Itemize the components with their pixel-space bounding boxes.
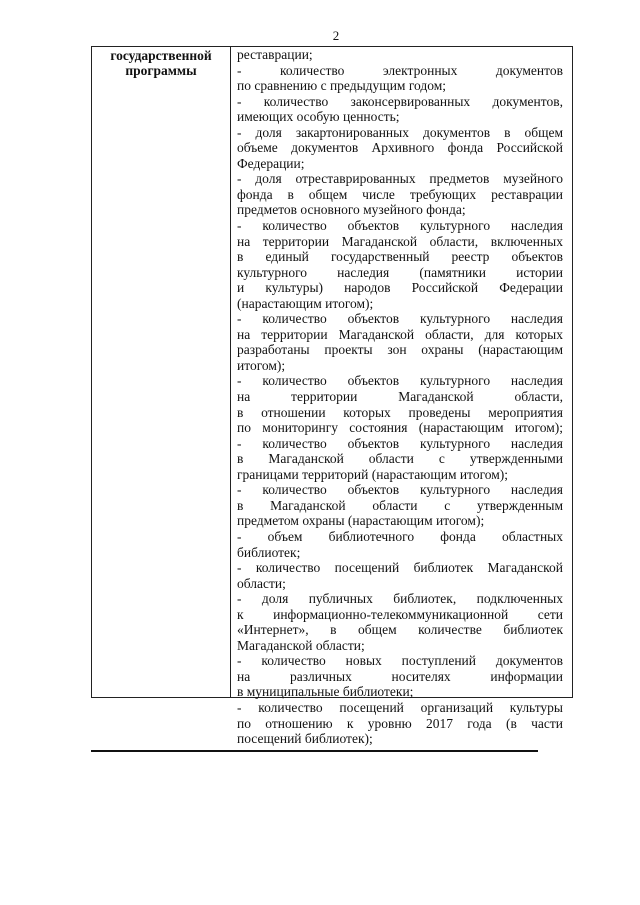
indicator-line: посещений библиотек); [237,731,373,747]
indicator-line: - количество посещений библиотек Магаданской [237,560,563,576]
indicator-line: - количество объектов культурного наследия [237,482,563,498]
indicator-line: по мониторингу состояния (нарастающим итогом); [237,420,563,436]
indicator-line: - количество объектов культурного наследия [237,218,563,234]
indicator-line: на территории Магаданской области, включенных [237,233,563,249]
indicator-line: - количество электронных документов [237,62,563,78]
indicator-line: реставрации; [237,47,313,62]
indicator-line: области; [237,575,286,591]
indicator-line: границами территорий (нарастающим итогом); [237,466,509,482]
indicator-line: (нарастающим итогом); [237,295,374,311]
indicator-line: на территории Магаданской области, для которых [237,326,563,342]
indicator-line: - объем библиотечного фонда областных [237,528,563,544]
indicator-line: - доля закартонированных документов в общем [237,124,563,140]
indicator-line: объеме документов Архивного фонда Российской [237,140,563,156]
indicator-line: предметов основного музейного фонда; [237,202,466,218]
indicator-line: - количество посещений организаций культуры [237,699,563,715]
table-label-cell [92,47,231,697]
indicator-line: - доля отреставрированных предметов музейного [237,171,563,187]
indicator-line: - количество объектов культурного наследия [237,311,563,327]
indicator-line: Федерации; [237,155,305,171]
label-line: программы [125,63,197,78]
indicator-line: на территории Магаданской области, [237,389,563,405]
label-line: государственной [110,48,212,63]
indicator-line: по сравнению с предыдущим годом; [237,78,447,94]
indicator-line: разработаны проекты зон охраны (нарастающим [237,342,563,358]
indicator-line: «Интернет», в общем количестве библиотек [237,622,563,638]
indicator-line: библиотек; [237,544,301,560]
program-table [91,46,573,747]
indicator-line: на различных носителях информации [237,668,563,684]
indicator-line: - количество новых поступлений документов [237,653,563,669]
indicator-line: - количество объектов культурного наследия [237,435,563,451]
bottom-divider [91,750,538,752]
page-number: 2 [332,28,340,43]
indicator-line: к информационно-телекоммуникационной сети [237,606,563,622]
indicator-line: Магаданской области; [237,637,365,653]
indicator-line: предметом охраны (нарастающим итогом); [237,513,485,529]
indicator-line: в отношении которых проведены мероприятия [237,404,563,420]
indicator-line: - количество законсервированных документов, [237,93,563,109]
indicator-line: в Магаданской области с утвержденным [237,497,563,513]
indicator-line: имеющих особую ценность; [237,109,400,125]
indicator-line: в единый государственный реестр объектов [237,249,563,265]
indicator-line: и культуры) народов Российской Федерации [237,280,563,296]
indicator-line: культурного наследия (памятники истории [237,264,563,280]
indicator-line: в Магаданской области с утвержденными [237,451,563,467]
indicator-line: по отношению к уровню 2017 года (в части [237,715,563,731]
indicator-line: в муниципальные библиотеки; [237,684,414,700]
indicator-line: итогом); [237,357,286,373]
indicator-line: - количество объектов культурного наследия [237,373,563,389]
indicator-line: фонда в общем числе требующих реставрации [237,186,563,202]
indicator-line: - доля публичных библиотек, подключенных [237,591,563,607]
indicators-cell [237,47,563,747]
